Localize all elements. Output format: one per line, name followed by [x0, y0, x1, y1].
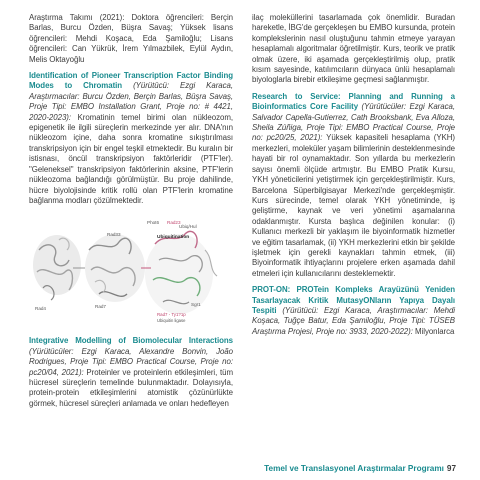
- prot-on-body: Milyonlarca: [412, 326, 455, 336]
- figure-label-0: Phot6: [147, 220, 160, 226]
- page-number: 97: [446, 464, 456, 473]
- prot-on-section: [252, 285, 455, 337]
- protein-structure-illustration: [29, 210, 233, 330]
- core-facility-meta: (Yürütücüler: Ezgi Karaca, Salvador Capella-Gutierrez, Cath Brooksbank, Eva Alloza, Sheila Zúñiga, Proje Tipi: EMBO Practical Course, Proje no: pc20/25, 2021):: [252, 102, 455, 143]
- figure-label-6: Rad7: [95, 304, 106, 310]
- footer-program-name: Temel ve Translasyonel Araştırmalar Programı: [264, 464, 444, 473]
- protein-complex-figure: [29, 210, 233, 330]
- figure-label-2: Ubiq/Hul: [179, 224, 197, 230]
- prot-on-title: PROT-ON: PROTein Kompleks Arayüzünü Yeniden Tasarlayacak Kritik MutasyONların Yapıya Dayalı Tespiti: [252, 285, 455, 315]
- biomolecular-section: [29, 336, 233, 409]
- figure-caption: Rad7 - Ty1?1p: [157, 312, 186, 318]
- pioneer-tf-section: [29, 71, 233, 206]
- right-column: [252, 13, 455, 337]
- figure-caption-2: Ubiquitin ligase: [157, 318, 186, 324]
- biomolecular-title: Integrative Modelling of Biomolecular Interactions: [29, 336, 233, 346]
- left-column: [29, 13, 233, 409]
- figure-label-1: Rad23: [167, 220, 181, 226]
- figure-label-5: Ubiquitination: [157, 235, 190, 241]
- figure-label-3: Rad4: [35, 306, 46, 312]
- embo-course-paragraph: ilaç moleküllerini tasarlamada çok önemlidir. Buradan hareketle, İBG'de gerçekleşen bu EMBO kursunda, protein komplekslerinin nasıl oluştuğunu tahmin etmeye yarayan hesaplamalı algoritmalar öğretilmiştir. Kurs, teorik ve pratik olmak üzere, iki aşamada gerçekleştirilmiş olup, pratik kısım sayesinde, katılımcıların dünyaca ünlü hesaplamalı biyologlarla birebir etkileşime geçmesi sağlanmıştır.: [252, 13, 455, 85]
- pioneer-tf-meta: (Yürütücü: Ezgi Karaca, Araştırmacılar: Burcu Özden, Berçin Barlas, Büşra Savaş, Proje Tipi: EMBO Installation Grant, Proje no: # 4421, 2020-2023):: [29, 81, 233, 122]
- core-facility-body: Yüksek kapasiteli hesaplama (YKH) merkezleri, moleküler yaşam bilimlerinin desteklenmesinde hayati bir rol oynamaktadır. Son yıllarda bu merkezlerin sayısı önemli ölçüde artmıştır. Bu EMBO Pratik Kursu, YKH yöneticilerini yetiştirmek için gerçekleştirilmiştir. Kurs, Barcelona Süperbilgisayar Merkezi'nde gerçekleşmiştir. Kurs sürecinde, temel olarak YKH yönetiminde, iş geliştirme, kaynak ve veri yönetimi aşamalarına odaklanmıştır. Kursta başlıca değinilen konular: (i) Kullanıcı merkezli bir yaklaşım ile biyoinformatik hizmetler ve eğitim tasarlamak, (ii) YKH merkezlerini etkin bir şekilde işletmek için gerekli kaynakları tahmin etmek, (iii) Biyoinformatik ihtiyaçlarını projelere erken aşamada dahil etmeleri için kullanıcılarını desteklemektir.: [252, 133, 455, 278]
- prot-on-meta: (Yürütücü: Ezgi Karaca, Araştırmacılar: Mehdi Koşaca, Tuğçe Batur, Eda Şamiloğlu, Proje Tipi: TÜSEB Araştırma Projesi, Proje no: 3933, 2020-2022):: [252, 305, 455, 336]
- core-facility-section: [252, 92, 455, 279]
- pioneer-tf-body: Kromatinin temel birimi olan nükleozom, epigenetik ile ilgili süreçlerin merkezinde yer alır. DNA'nın nükleozom içine, daha sonra kromatine sıkıştırılması transkripsiyon için bir engel teşkil etmektedir. Bu kuralın bir istisnası, öncül transkripsiyon faktörleridir (PTF'ler). "Geleneksel" transkripsiyon faktörlerinin aksine, PTF'lerin nükleozoma bağlandığı görülmüştür. Bu proje dahilinde, hücre biyolojisinde kritik rollü olan PTF'lerin kromatine bağlanma modları çözülmektedir.: [29, 112, 233, 205]
- core-facility-title: Research to Service: Planning and Running a Bioinformatics Core Facility: [252, 91, 455, 112]
- research-team-paragraph: Araştırma Takımı (2021): Doktora öğrencileri: Berçin Barlas, Burcu Özden, Büşra Savaş; Yüksek lisans öğrencileri: Mehdi Koşaca, Eda Şamiloğlu; Lisans öğrencileri: Can Yükrük, İrem Yılmazbilek, Eylül Aydın, Melis Oktayoğlu: [29, 13, 233, 64]
- figure-label-7: Sgr1: [191, 302, 201, 308]
- biomolecular-meta: (Yürütücüler: Ezgi Karaca, Alexandre Bonvin, João Rodrigues, Proje Tipi: EMBO Practical Course, Proje no: pc20/04, 2021):: [29, 346, 233, 377]
- biomolecular-body: Proteinler ve proteinlerin etkileşimleri, tüm hücresel süreçlerin temelinde bulunmaktadır. Dolayısıyla, protein-protein etkileşimlerini atomistik çözünürlükte görmek, hücresel süreçleri anlamada ve onları hedefleyen: [29, 367, 233, 408]
- figure-label-4: Rad33: [107, 232, 121, 238]
- pioneer-tf-title: Identification of Pioneer Transcription Factor Binding Modes to Chromatin: [29, 71, 233, 91]
- page-footer: [0, 464, 456, 473]
